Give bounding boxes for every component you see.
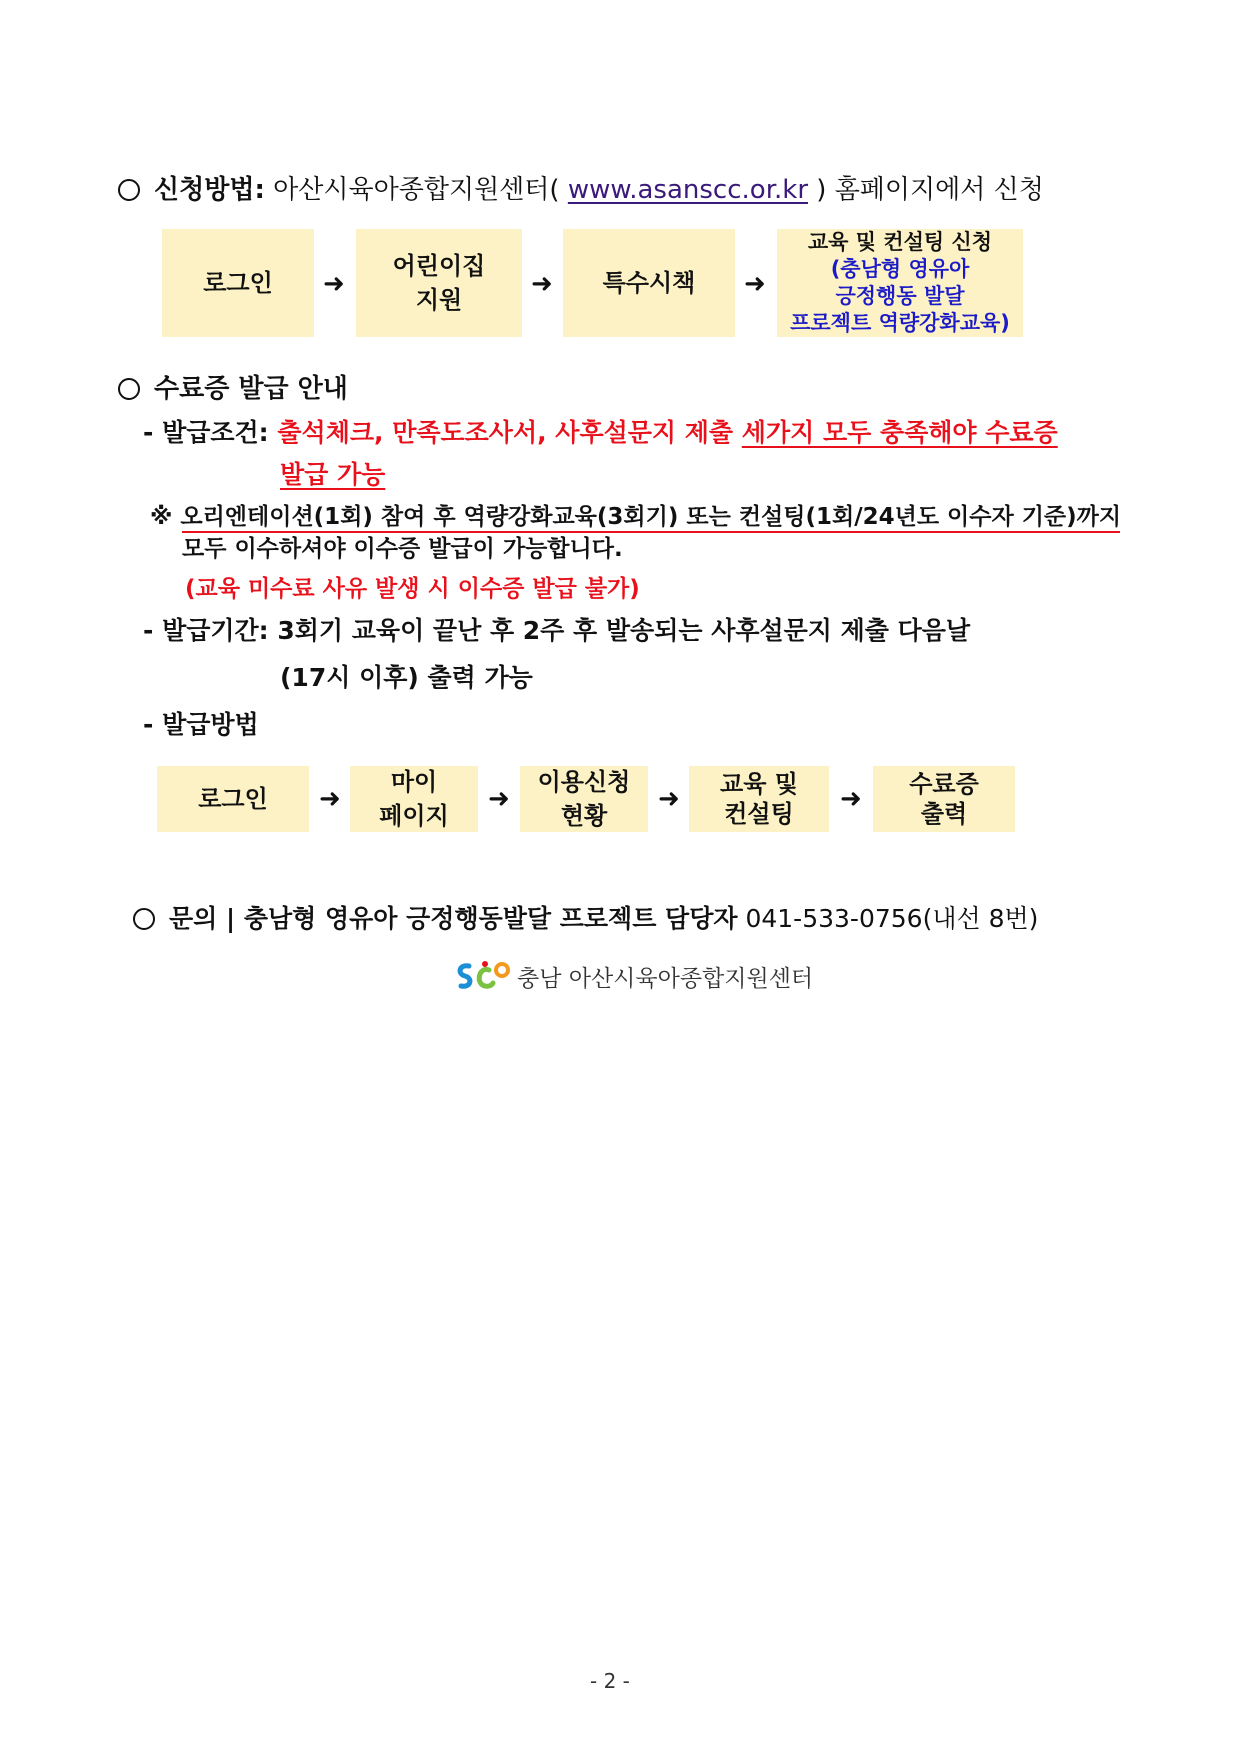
arrow-icon: ➜ (744, 269, 766, 299)
arrow-icon: ➜ (323, 269, 345, 299)
apply-label: 신청방법: (154, 175, 265, 205)
condition-text-2: 세가지 모두 충족해야 수료증 (741, 418, 1058, 447)
condition-line (143, 416, 1058, 450)
center-logo (455, 958, 813, 994)
note-line-1: ※ 오리엔테이션(1회) 참여 후 역량강화교육(3회기) 또는 컨설팅(1회/24년도 이수자 기준)까지 (150, 504, 1122, 530)
certificate-title: 수료증 발급 안내 (154, 374, 348, 404)
note-line-3: (교육 미수료 사유 발생 시 이수증 발급 불가) (185, 576, 640, 602)
method-step-usage-2: 현황 (560, 802, 608, 830)
circle-bullet-icon (118, 378, 140, 400)
apply-heading (118, 173, 1044, 207)
method-step-mypage-2: 페이지 (379, 802, 449, 830)
contact-label: 문의 | 충남형 영유아 긍정행동발달 프로젝트 담당자 (169, 904, 738, 933)
method-step-print-2: 출력 (920, 800, 968, 828)
method-step-education (689, 766, 829, 832)
condition-text-3: 발급 가능 (280, 460, 386, 489)
step-daycare-support (356, 229, 522, 337)
contact-line (133, 902, 1038, 936)
arrow-icon: ➜ (488, 784, 510, 814)
method-step-education-1: 교육 및 (720, 770, 798, 798)
arrow-icon: ➜ (658, 784, 680, 814)
period-line-1: - 발급기간: 3회기 교육이 끝난 후 2주 후 발송되는 사후설문지 제출 다음날 (143, 616, 971, 645)
step-education-sub-2: 긍정행동 발달 (835, 284, 965, 308)
step-education-title: 교육 및 컨설팅 신청 (807, 230, 993, 254)
arrow-icon: ➜ (531, 269, 553, 299)
step-education-consulting (777, 229, 1023, 337)
condition-text-1: 출석체크, 만족도조사서, 사후설문지 제출 (277, 418, 734, 447)
arrow-icon: ➜ (319, 784, 341, 814)
method-step-mypage-1: 마이 (390, 768, 438, 796)
method-label: - 발급방법 (143, 710, 259, 739)
page-number: - 2 - (590, 1669, 630, 1693)
center-logo-icon (455, 958, 511, 994)
step-special-policy-label: 특수시책 (602, 269, 696, 297)
arrow-icon: ➜ (840, 784, 862, 814)
step-education-sub-1: (충남형 영유아 (830, 257, 970, 281)
method-step-login (157, 766, 309, 832)
note-line-2: 모두 이수하셔야 이수증 발급이 가능합니다. (182, 536, 623, 562)
condition-label: - 발급조건: (143, 418, 269, 447)
method-step-usage-1: 이용신청 (537, 768, 631, 796)
circle-bullet-icon (133, 908, 155, 930)
method-step-mypage (350, 766, 478, 832)
method-step-login-label: 로그인 (198, 785, 268, 813)
step-daycare-label-2: 지원 (415, 286, 463, 314)
center-logo-text: 충남 아산시육아종합지원센터 (517, 965, 814, 992)
apply-text-before: 아산시육아종합지원센터( (273, 175, 560, 205)
method-step-usage (520, 766, 648, 832)
condition-line-2 (280, 458, 385, 492)
method-step-print (873, 766, 1015, 832)
certificate-heading (118, 372, 348, 406)
period-line-2: (17시 이후) 출력 가능 (280, 663, 533, 692)
step-education-sub-3: 프로젝트 역량강화교육) (790, 311, 1010, 335)
apply-text-after: ) 홈페이지에서 신청 (816, 175, 1044, 205)
contact-phone: 041-533-0756(내선 8번) (745, 904, 1039, 933)
method-step-print-1: 수료증 (909, 770, 979, 798)
step-daycare-label-1: 어린이집 (392, 252, 486, 280)
circle-bullet-icon (118, 179, 140, 201)
step-special-policy (563, 229, 735, 337)
homepage-link[interactable]: www.asanscc.or.kr (567, 175, 809, 205)
step-login-label: 로그인 (203, 269, 273, 297)
step-login (162, 229, 314, 337)
method-step-education-2: 컨설팅 (724, 800, 794, 828)
